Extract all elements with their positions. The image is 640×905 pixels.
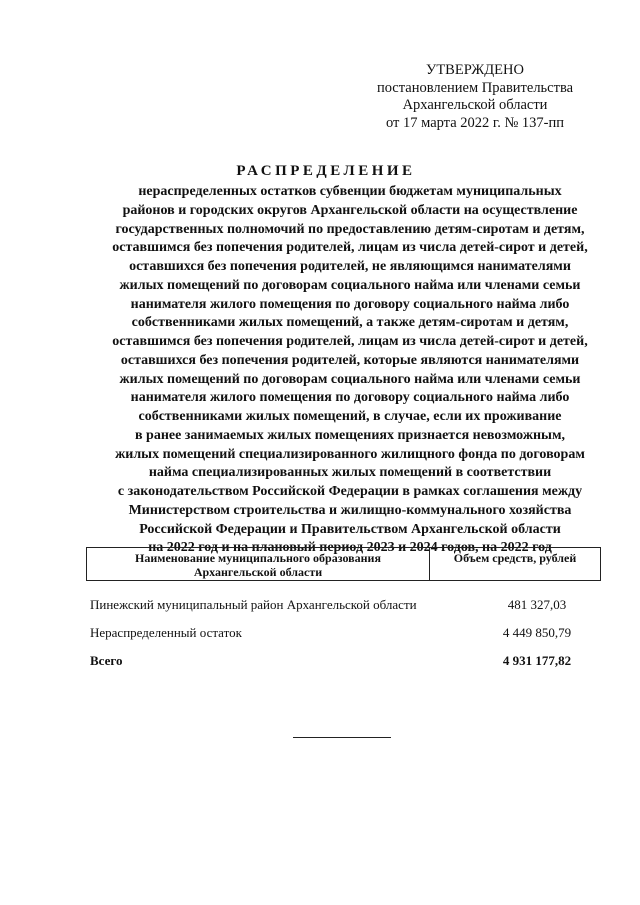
subtitle-line: собственниками жилых помещений, а также детям-сиротам и детям, [131,315,569,331]
row-value: 4 931 177,82 [502,653,572,668]
subtitle-line: в ранее занимаемых жилых помещениях признается невозможным, [134,427,566,443]
subtitle-line: найма специализированных жилых помещений в соответствии [148,465,552,481]
column-header-line: Архангельской области [193,565,323,579]
subtitle-line: на 2022 год и на плановый период 2023 и 2024 годов, на 2022 год [148,540,552,556]
approval-line: постановлением Правительства [376,79,574,96]
subtitle-line: нераспределенных остатков субвенции бюджетам муниципальных [138,184,562,199]
subtitle-line: жилых помещений по договорам социального найма или членами семьи [119,371,581,387]
subtitle-line: нанимателя жилого помещения по договору социального найма либо [130,390,570,406]
subtitle-line: Министерством строительства и жилищно-коммунального хозяйства [128,502,572,518]
column-header-line: Наименование муниципального образования [135,551,381,565]
subtitle-line: жилых помещений специализированного жилищного фонда по договорам [115,446,585,462]
subtitle-line: оставшихся без попечения родителей, которые являются нанимателями [120,352,580,368]
row-name: Нераспределенный остаток [90,625,242,640]
subtitle-line: государственных полномочий по предоставлению детям-сиротам и детям, [115,221,585,237]
subtitle-line: нанимателя жилого помещения по договору социального найма либо [130,296,570,312]
row-name: Всего [90,653,123,668]
table-header [86,547,601,581]
column-header-amount: Объем средств, рублей [453,551,577,565]
document-subtitle [60,183,640,558]
approval-date: от 17 марта 2022 г. № 137-пп [385,114,565,131]
subtitle-line: оставшимся без попечения родителей, лицам из числа детей-сирот и детей, [112,240,588,256]
row-value: 481 327,03 [507,597,567,612]
end-divider [293,737,391,738]
document-title: РАСПРЕДЕЛЕНИЕ [236,163,416,179]
approval-title: УТВЕРЖДЕНО [426,62,524,78]
subtitle-line: Российской Федерации и Правительством Архангельской области [139,521,561,537]
approval-block [360,62,590,132]
subtitle-line: жилых помещений по договорам социального найма или членами семьи [119,277,581,293]
subtitle-line: районов и городских округов Архангельской области на осуществление [122,202,578,218]
subtitle-line: оставшихся без попечения родителей, не являющимся нанимателями [129,259,571,274]
subtitle-line: с законодательством Российской Федерации в рамках соглашения между [117,484,583,499]
subtitle-line: оставшимся без попечения родителей, лицам из числа детей-сирот и детей, [112,334,588,349]
subtitle-line: собственниками жилых помещений, в случае, если их проживание [138,409,562,424]
row-value: 4 449 850,79 [502,625,572,640]
column-header-municipality [87,548,430,580]
row-name: Пинежский муниципальный район Архангельской области [90,597,417,612]
approval-line: Архангельской области [402,97,548,113]
